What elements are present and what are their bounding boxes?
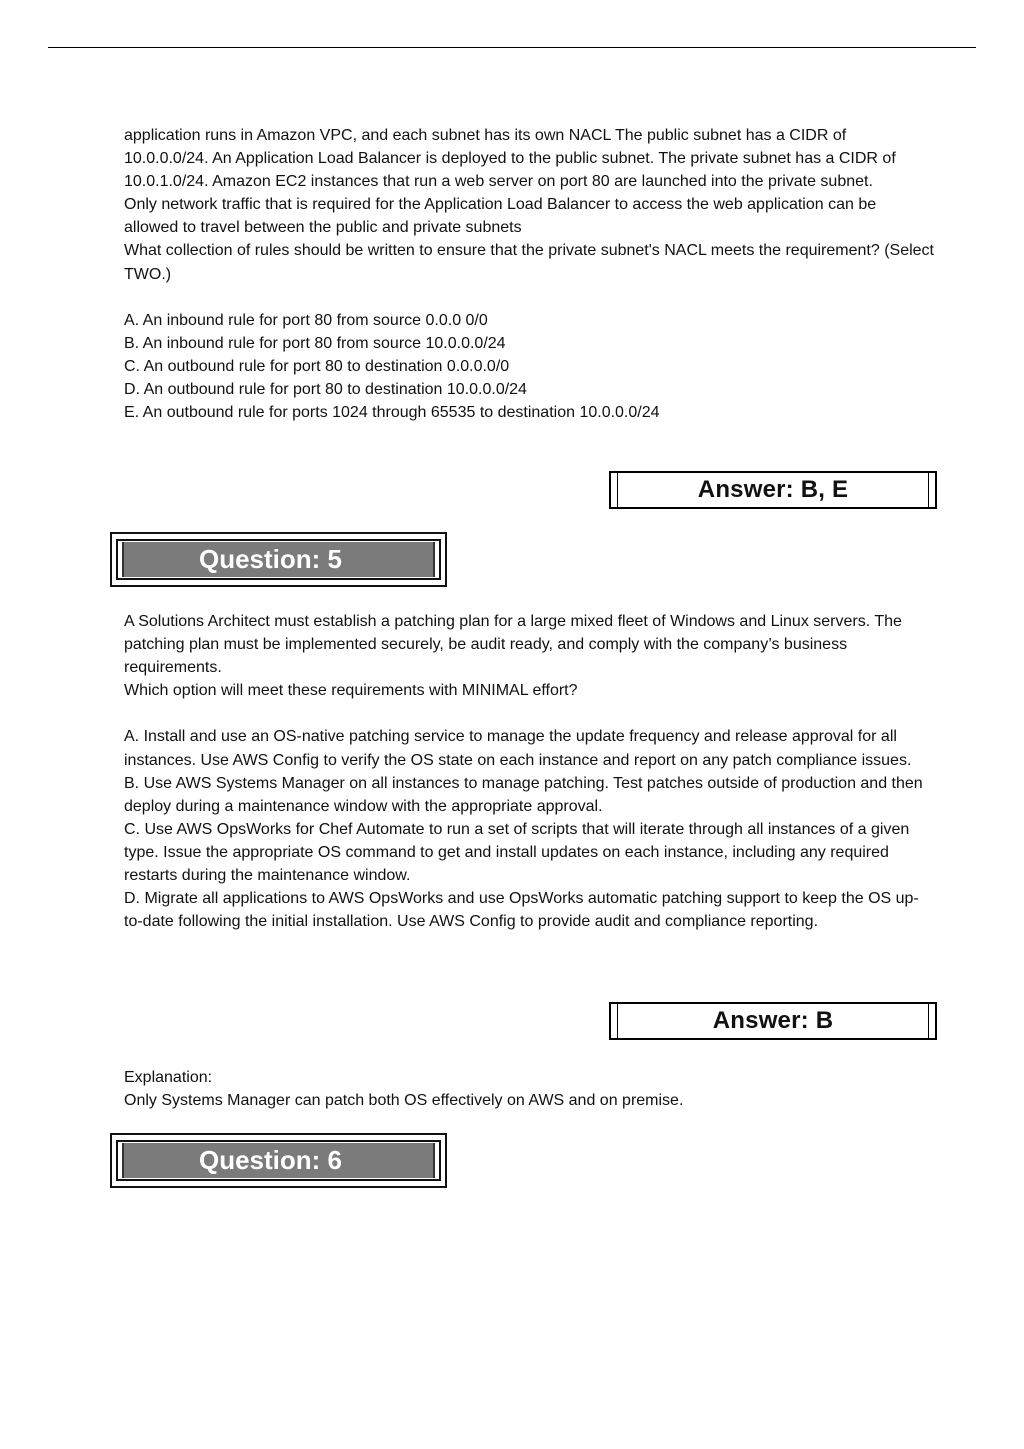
header-rule [48, 47, 976, 48]
banner-fill [122, 542, 435, 577]
option-c: C. Use AWS OpsWorks for Chef Automate to run a set of scripts that will iterate through all instances of a given type. Issue the appropriate OS command to get and install updates on each instance, including any required restarts during the maintenance window. [124, 820, 914, 885]
question-5-heading: Question: 5 [198, 544, 342, 574]
question-4-prompt: What collection of rules should be written to ensure that the private subnet's NACL meets the requirement? (Select TWO.) [124, 242, 939, 283]
answer-box-q5 [609, 1002, 937, 1040]
explanation-text: Only Systems Manager can patch both OS effectively on AWS and on premise. [124, 1092, 684, 1110]
option-a: A. An inbound rule for port 80 from source 0.0.0 0/0 [124, 311, 488, 329]
question-5-body [124, 610, 934, 933]
question-5-banner [110, 532, 447, 587]
banner-fill [122, 1143, 435, 1178]
option-c: C. An outbound rule for port 80 to destination 0.0.0.0/0 [124, 357, 510, 375]
option-d: D. An outbound rule for port 80 to destination 10.0.0.0/24 [124, 381, 527, 399]
question-4-paragraph: application runs in Amazon VPC, and each subnet has its own NACL The public subnet has a CIDR of 10.0.0.0/24. An Application Load Balancer is deployed to the public subnet. The private subnet has a CIDR of 10.0.1.0/24. Amazon EC2 instances that run a web server on port 80 are launched into the private subnet. [124, 127, 901, 191]
question-4-body [124, 124, 939, 424]
question-5-prompt: Which option will meet these requirements with MINIMAL effort? [124, 682, 578, 700]
answer-label: Answer: B, E [697, 476, 849, 503]
question-6-heading: Question: 6 [198, 1145, 342, 1175]
question-4-paragraph: Only network traffic that is required for the Application Load Balancer to access the web application can be allowed to travel between the public and private subnets [124, 196, 881, 237]
answer-box-q4 [609, 471, 937, 509]
option-b: B. An inbound rule for port 80 from source 10.0.0.0/24 [124, 334, 506, 352]
question-6-banner [110, 1133, 447, 1188]
option-e: E. An outbound rule for ports 1024 through 65535 to destination 10.0.0.0/24 [124, 404, 660, 422]
option-b: B. Use AWS Systems Manager on all instances to manage patching. Test patches outside of production and then deploy during a maintenance window with the appropriate approval. [124, 774, 928, 815]
answer-label: Answer: B [712, 1007, 834, 1034]
option-d: D. Migrate all applications to AWS OpsWorks and use OpsWorks automatic patching support to keep the OS up-to-date following the initial installation. Use AWS Config to provide audit and compliance reporting. [124, 890, 919, 931]
explanation-label: Explanation: [124, 1069, 213, 1086]
explanation-block [124, 1066, 934, 1112]
option-a: A. Install and use an OS-native patching service to manage the update frequency and release approval for all instances. Use AWS Config to verify the OS state on each instance and report on any patch compliance issues. [124, 728, 912, 769]
question-5-paragraph: A Solutions Architect must establish a patching plan for a large mixed fleet of Windows and Linux servers. The patching plan must be implemented securely, be audit ready, and comply with the company’s business requirements. [124, 613, 907, 677]
